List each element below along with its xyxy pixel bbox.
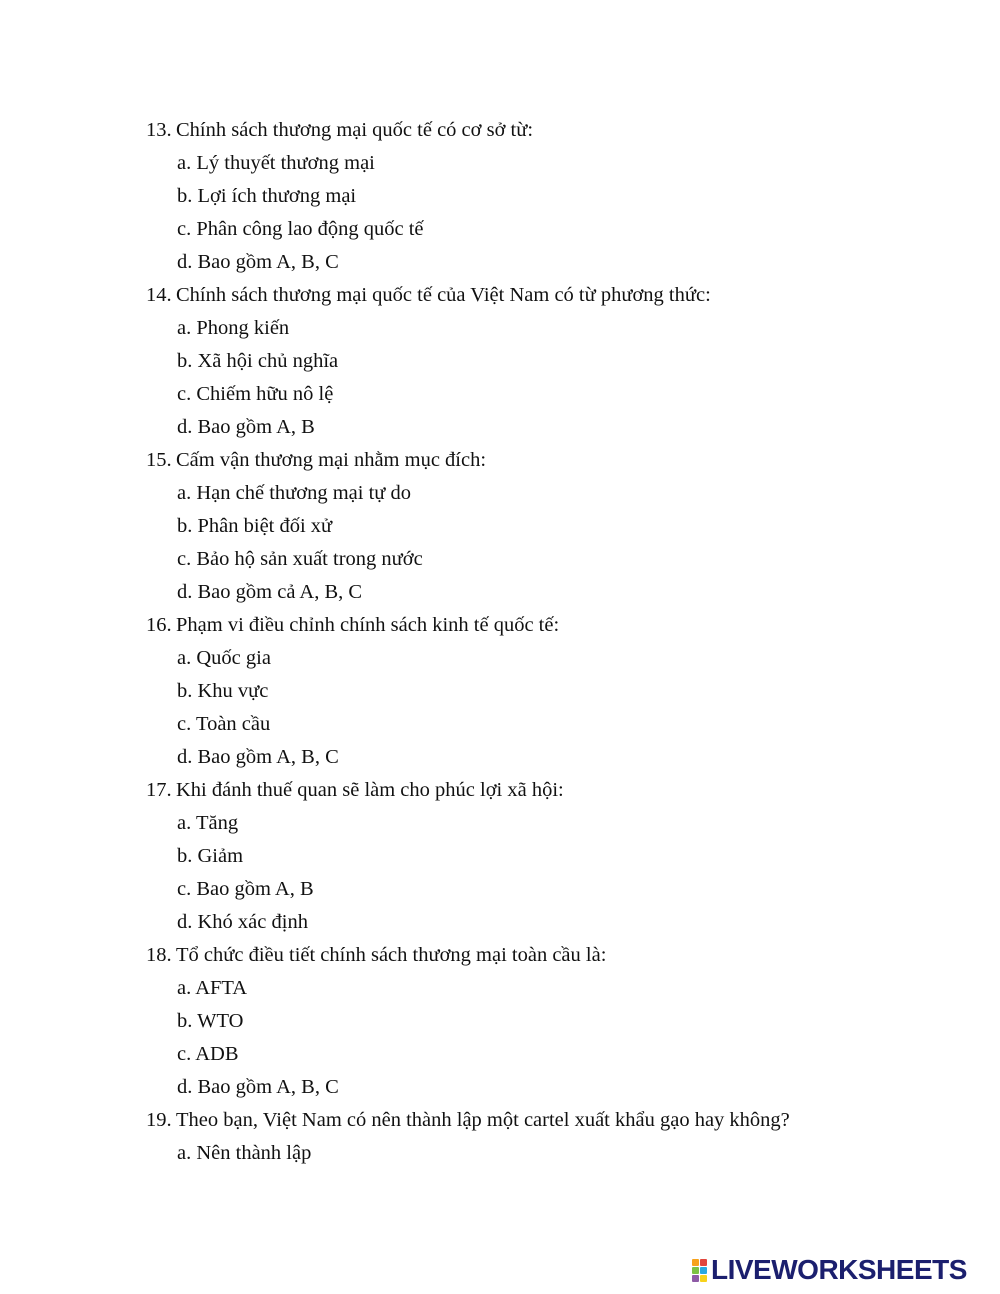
quiz-content: [146, 114, 966, 1170]
answer-option: a. Lý thuyết thương mại: [177, 152, 375, 174]
logo-tile: [692, 1267, 699, 1274]
answer-option: b. Phân biệt đối xử: [177, 515, 333, 537]
answer-option: c. Bao gồm A, B: [177, 878, 314, 900]
answer-option: c. Toàn cầu: [177, 713, 271, 735]
liveworksheets-watermark: [692, 1255, 967, 1285]
answer-option: a. Tăng: [177, 812, 239, 834]
question-number: 17.: [146, 779, 172, 801]
question-13: [146, 114, 966, 279]
question-17: [146, 774, 966, 939]
logo-tile: [700, 1275, 707, 1282]
question-text: Phạm vi điều chỉnh chính sách kinh tế quốc tế:: [176, 614, 560, 636]
question-line: [146, 774, 966, 807]
question-line: [146, 939, 966, 972]
question-line: [146, 114, 966, 147]
liveworksheets-logo-icon: [692, 1259, 707, 1282]
answer-option: b. Khu vực: [177, 680, 269, 702]
question-text: Chính sách thương mại quốc tế có cơ sở từ:: [176, 119, 534, 141]
answer-option: d. Bao gồm cả A, B, C: [177, 581, 363, 603]
answer-option: c. Chiếm hữu nô lệ: [177, 383, 334, 405]
answer-option: d. Bao gồm A, B, C: [177, 1076, 339, 1098]
answer-option: a. Quốc gia: [177, 647, 271, 669]
question-number: 15.: [146, 449, 172, 471]
answer-option: a. Nên thành lập: [177, 1142, 312, 1164]
answer-option: b. WTO: [177, 1010, 244, 1032]
answer-option: d. Bao gồm A, B, C: [177, 251, 339, 273]
question-text: Theo bạn, Việt Nam có nên thành lập một cartel xuất khẩu gạo hay không?: [176, 1109, 790, 1131]
answer-option: d. Bao gồm A, B: [177, 416, 315, 438]
question-number: 18.: [146, 944, 172, 966]
question-text: Chính sách thương mại quốc tế của Việt Nam có từ phương thức:: [176, 284, 711, 306]
logo-tile: [700, 1259, 707, 1266]
question-number: 19.: [146, 1109, 172, 1131]
answer-option: c. Phân công lao động quốc tế: [177, 218, 424, 240]
answer-option: c. ADB: [177, 1043, 239, 1065]
answer-option: a. AFTA: [177, 977, 248, 999]
logo-tile: [700, 1267, 707, 1274]
question-19: [146, 1104, 966, 1170]
answer-option: b. Giảm: [177, 845, 244, 867]
question-number: 13.: [146, 119, 172, 141]
answer-option: d. Bao gồm A, B, C: [177, 746, 339, 768]
answer-option: b. Lợi ích thương mại: [177, 185, 357, 207]
question-number: 14.: [146, 284, 172, 306]
question-number: 16.: [146, 614, 172, 636]
question-text: Cấm vận thương mại nhằm mục đích:: [176, 449, 487, 471]
answer-option: b. Xã hội chủ nghĩa: [177, 350, 339, 372]
question-text: Khi đánh thuế quan sẽ làm cho phúc lợi xã hội:: [176, 779, 564, 801]
logo-tile: [692, 1275, 699, 1282]
question-line: [146, 444, 966, 477]
question-18: [146, 939, 966, 1104]
question-text: Tổ chức điều tiết chính sách thương mại toàn cầu là:: [176, 944, 607, 966]
watermark-text: LIVEWORKSHEETS: [711, 1254, 967, 1285]
answer-option: a. Hạn chế thương mại tự do: [177, 482, 412, 504]
question-line: [146, 279, 966, 312]
question-15: [146, 444, 966, 609]
answer-option: a. Phong kiến: [177, 317, 290, 339]
question-14: [146, 279, 966, 444]
question-16: [146, 609, 966, 774]
logo-tile: [692, 1259, 699, 1266]
question-line: [146, 1104, 966, 1137]
question-line: [146, 609, 966, 642]
answer-option: c. Bảo hộ sản xuất trong nước: [177, 548, 423, 570]
answer-option: d. Khó xác định: [177, 911, 308, 933]
